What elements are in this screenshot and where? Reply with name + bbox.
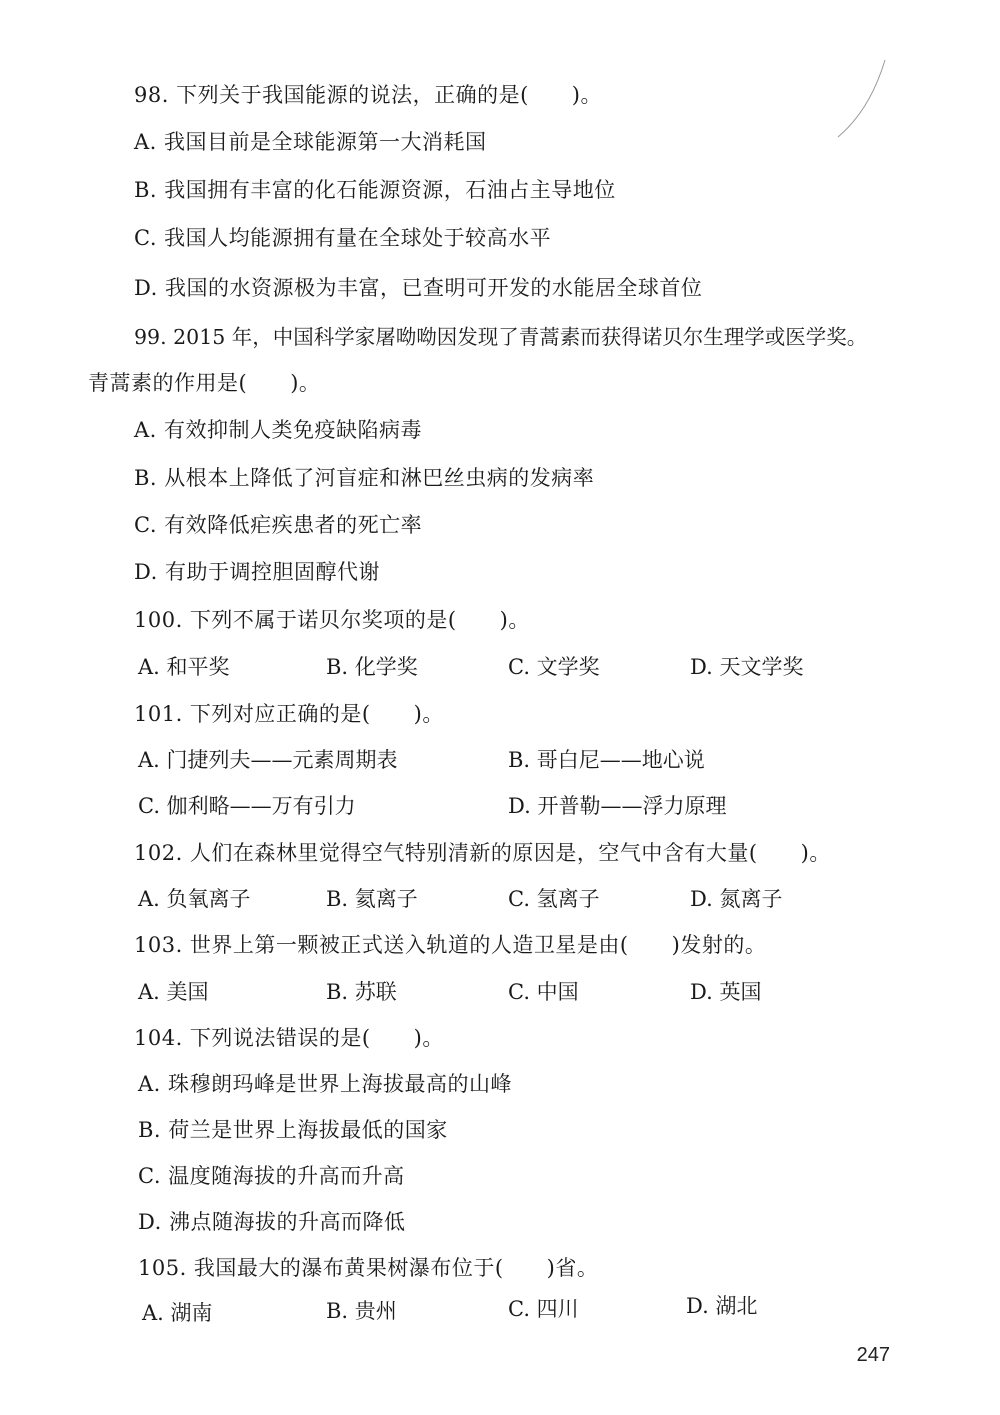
question-103-option-b: B. 苏联 xyxy=(326,980,397,1004)
question-105-option-c: C. 四川 xyxy=(508,1297,579,1321)
question-104-option-d: D. 沸点随海拔的升高而降低 xyxy=(138,1210,406,1234)
question-103-option-d: D. 英国 xyxy=(690,980,762,1004)
question-99-option-a: A. 有效抑制人类免疫缺陷病毒 xyxy=(134,418,423,442)
question-101-option-b: B. 哥白尼——地心说 xyxy=(508,748,705,772)
question-102-stem: 102. 人们在森林里觉得空气特别清新的原因是，空气中含有大量( )。 xyxy=(134,841,831,865)
question-100-option-a: A. 和平奖 xyxy=(138,655,230,679)
question-102-option-c: C. 氢离子 xyxy=(508,887,600,911)
question-98-option-c: C. 我国人均能源拥有量在全球处于较高水平 xyxy=(134,226,552,250)
question-99-option-b: B. 从根本上降低了河盲症和淋巴丝虫病的发病率 xyxy=(134,466,595,490)
question-104-option-a: A. 珠穆朗玛峰是世界上海拔最高的山峰 xyxy=(138,1072,513,1096)
question-99-option-d: D. 有助于调控胆固醇代谢 xyxy=(134,560,380,584)
question-101-option-a: A. 门捷列夫——元素周期表 xyxy=(138,748,398,772)
question-99-stem-line1: 99. 2015 年，中国科学家屠呦呦因发现了青蒿素而获得诺贝尔生理学或医学奖。 xyxy=(134,325,868,349)
question-104-option-c: C. 温度随海拔的升高而升高 xyxy=(138,1164,405,1188)
question-98-option-d: D. 我国的水资源极为丰富，已查明可开发的水能居全球首位 xyxy=(134,276,703,300)
question-100-option-c: C. 文学奖 xyxy=(508,655,600,679)
question-105-stem: 105. 我国最大的瀑布黄果树瀑布位于( )省。 xyxy=(138,1256,599,1280)
question-102-option-d: D. 氮离子 xyxy=(690,887,783,911)
question-100-option-d: D. 天文学奖 xyxy=(690,655,804,679)
pencil-mark xyxy=(830,55,890,145)
question-105-option-a: A. 湖南 xyxy=(142,1301,213,1325)
question-102-option-b: B. 氦离子 xyxy=(326,887,418,911)
question-103-option-c: C. 中国 xyxy=(508,980,579,1004)
question-101-option-d: D. 开普勒——浮力原理 xyxy=(508,794,727,818)
question-103-stem: 103. 世界上第一颗被正式送入轨道的人造卫星是由( )发射的。 xyxy=(134,933,767,957)
question-98-stem: 98. 下列关于我国能源的说法，正确的是( )。 xyxy=(134,83,602,107)
question-98-option-a: A. 我国目前是全球能源第一大消耗国 xyxy=(134,130,487,154)
question-98-option-b: B. 我国拥有丰富的化石能源资源，石油占主导地位 xyxy=(134,178,616,202)
question-99-option-c: C. 有效降低疟疾患者的死亡率 xyxy=(134,513,423,537)
question-100-stem: 100. 下列不属于诺贝尔奖项的是( )。 xyxy=(134,608,530,632)
question-99-stem-line2: 青蒿素的作用是( )。 xyxy=(88,371,321,395)
question-104-stem: 104. 下列说法错误的是( )。 xyxy=(134,1026,444,1050)
question-102-option-a: A. 负氧离子 xyxy=(138,887,251,911)
question-103-option-a: A. 美国 xyxy=(138,980,209,1004)
question-100-option-b: B. 化学奖 xyxy=(326,655,418,679)
question-101-option-c: C. 伽利略——万有引力 xyxy=(138,794,356,818)
question-101-stem: 101. 下列对应正确的是( )。 xyxy=(134,702,444,726)
question-105-option-d: D. 湖北 xyxy=(686,1294,758,1318)
question-104-option-b: B. 荷兰是世界上海拔最低的国家 xyxy=(138,1118,448,1142)
question-105-option-b: B. 贵州 xyxy=(326,1299,397,1323)
page-number: 247 xyxy=(856,1344,890,1366)
